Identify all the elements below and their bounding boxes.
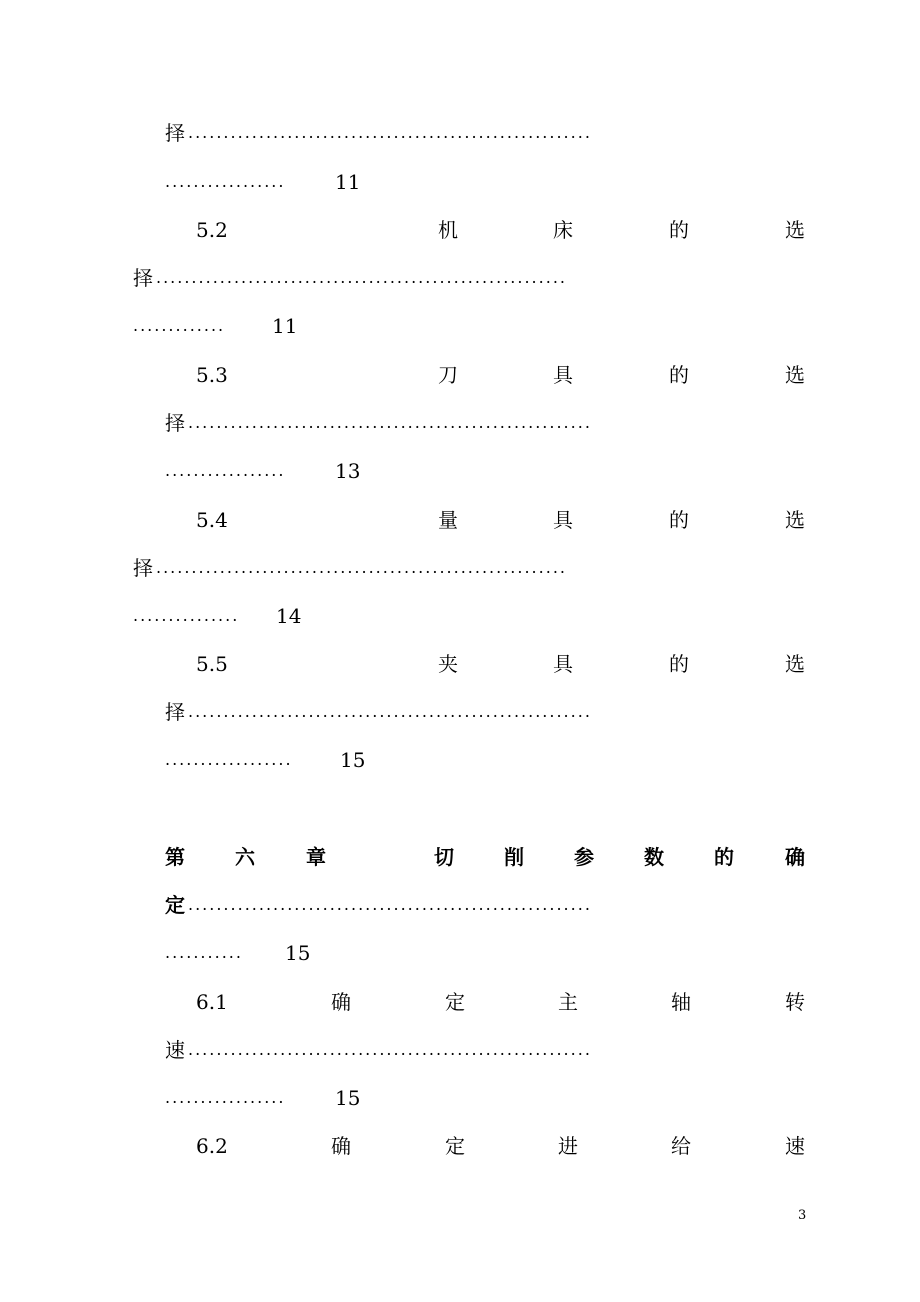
toc-dot-leader: ............. xyxy=(133,316,226,335)
toc-line-5-2-leader xyxy=(0,263,920,293)
toc-title-char: 择 xyxy=(165,700,185,724)
toc-chapter-char: 的 xyxy=(714,845,734,869)
toc-title-char: 选 xyxy=(785,363,805,387)
toc-page-number: 15 xyxy=(340,748,366,772)
toc-title-char: 选 xyxy=(785,218,805,242)
toc-page-number: 13 xyxy=(335,459,361,483)
toc-line-continuation-2 xyxy=(0,167,920,197)
toc-dot-leader: ................. xyxy=(165,1088,286,1107)
toc-section-number: 5.4 xyxy=(196,508,228,532)
toc-line-5-4-leader xyxy=(0,553,920,583)
toc-entry-6-2 xyxy=(0,1131,920,1161)
toc-dot-leader: ........... xyxy=(165,943,243,962)
toc-dot-leader: ......................................................... xyxy=(188,702,592,721)
toc-page-number: 11 xyxy=(272,314,298,338)
toc-title-char: 择 xyxy=(133,266,153,290)
toc-title-char: 进 xyxy=(558,1134,578,1158)
toc-line-5-2-page xyxy=(0,311,920,341)
toc-title-char: 定 xyxy=(445,1134,465,1158)
toc-title-char: 的 xyxy=(669,508,689,532)
toc-entry-5-2 xyxy=(0,215,920,245)
toc-dot-leader: .......................................................... xyxy=(156,558,567,577)
toc-chapter-char: 六 xyxy=(235,845,255,869)
toc-chapter-char: 定 xyxy=(165,893,185,917)
toc-title-char: 选 xyxy=(785,652,805,676)
toc-title-char: 刀 xyxy=(438,363,458,387)
toc-dot-leader: ................. xyxy=(165,172,286,191)
toc-chapter-char: 数 xyxy=(644,845,664,869)
toc-title-char: 轴 xyxy=(671,990,691,1014)
toc-title-char: 床 xyxy=(553,218,573,242)
toc-title-char: 机 xyxy=(438,218,458,242)
toc-line-5-3-page xyxy=(0,456,920,486)
toc-title-char: 给 xyxy=(671,1134,691,1158)
toc-chapter-6 xyxy=(0,842,920,872)
toc-title-char: 确 xyxy=(331,990,351,1014)
toc-char: 择 xyxy=(165,121,185,145)
toc-page-number: 15 xyxy=(335,1086,361,1110)
toc-chapter-char: 章 xyxy=(306,845,326,869)
toc-title-char: 择 xyxy=(133,556,153,580)
toc-entry-6-1 xyxy=(0,987,920,1017)
toc-title-char: 主 xyxy=(558,990,578,1014)
toc-entry-5-4 xyxy=(0,505,920,535)
toc-line-5-5-page xyxy=(0,745,920,775)
toc-line-5-4-page xyxy=(0,601,920,631)
toc-section-number: 5.2 xyxy=(196,218,228,242)
page-number: 3 xyxy=(798,1208,807,1223)
toc-title-char: 转 xyxy=(785,990,805,1014)
toc-dot-leader: ......................................................... xyxy=(188,895,592,914)
toc-dot-leader: ......................................................... xyxy=(188,413,592,432)
toc-line-6-1-page xyxy=(0,1083,920,1113)
toc-title-char: 的 xyxy=(669,652,689,676)
toc-chapter-char: 切 xyxy=(434,845,454,869)
toc-title-char: 确 xyxy=(331,1134,351,1158)
toc-section-number: 5.5 xyxy=(196,652,228,676)
toc-chapter-6-page xyxy=(0,938,920,968)
toc-section-number: 5.3 xyxy=(196,363,228,387)
toc-dot-leader: .................. xyxy=(165,750,293,769)
toc-title-char: 夹 xyxy=(438,652,458,676)
toc-chapter-char: 第 xyxy=(165,845,185,869)
toc-title-char: 具 xyxy=(553,652,573,676)
toc-dot-leader: ......................................................... xyxy=(188,123,592,142)
toc-line-continuation-1 xyxy=(0,118,920,148)
toc-section-number: 6.1 xyxy=(196,990,228,1014)
toc-entry-5-5 xyxy=(0,649,920,679)
toc-dot-leader: ............... xyxy=(133,606,240,625)
toc-title-char: 量 xyxy=(438,508,458,532)
toc-page-number: 15 xyxy=(285,941,311,965)
toc-line-5-3-leader xyxy=(0,408,920,438)
toc-title-char: 速 xyxy=(165,1038,185,1062)
toc-dot-leader: ................. xyxy=(165,461,286,480)
toc-title-char: 择 xyxy=(165,411,185,435)
toc-title-char: 的 xyxy=(669,363,689,387)
toc-title-char: 速 xyxy=(785,1134,805,1158)
toc-title-char: 定 xyxy=(445,990,465,1014)
toc-dot-leader: .......................................................... xyxy=(156,268,567,287)
toc-line-6-1-leader xyxy=(0,1035,920,1065)
toc-title-char: 具 xyxy=(553,363,573,387)
toc-section-number: 6.2 xyxy=(196,1134,228,1158)
toc-chapter-char: 削 xyxy=(504,845,524,869)
toc-chapter-char: 参 xyxy=(574,845,594,869)
toc-chapter-6-leader xyxy=(0,890,920,920)
toc-line-5-5-leader xyxy=(0,697,920,727)
toc-page-number: 11 xyxy=(335,170,361,194)
toc-chapter-char: 确 xyxy=(785,845,805,869)
toc-page-number: 14 xyxy=(276,604,302,628)
toc-title-char: 的 xyxy=(669,218,689,242)
toc-entry-5-3 xyxy=(0,360,920,390)
toc-title-char: 具 xyxy=(553,508,573,532)
toc-dot-leader: ......................................................... xyxy=(188,1040,592,1059)
toc-title-char: 选 xyxy=(785,508,805,532)
